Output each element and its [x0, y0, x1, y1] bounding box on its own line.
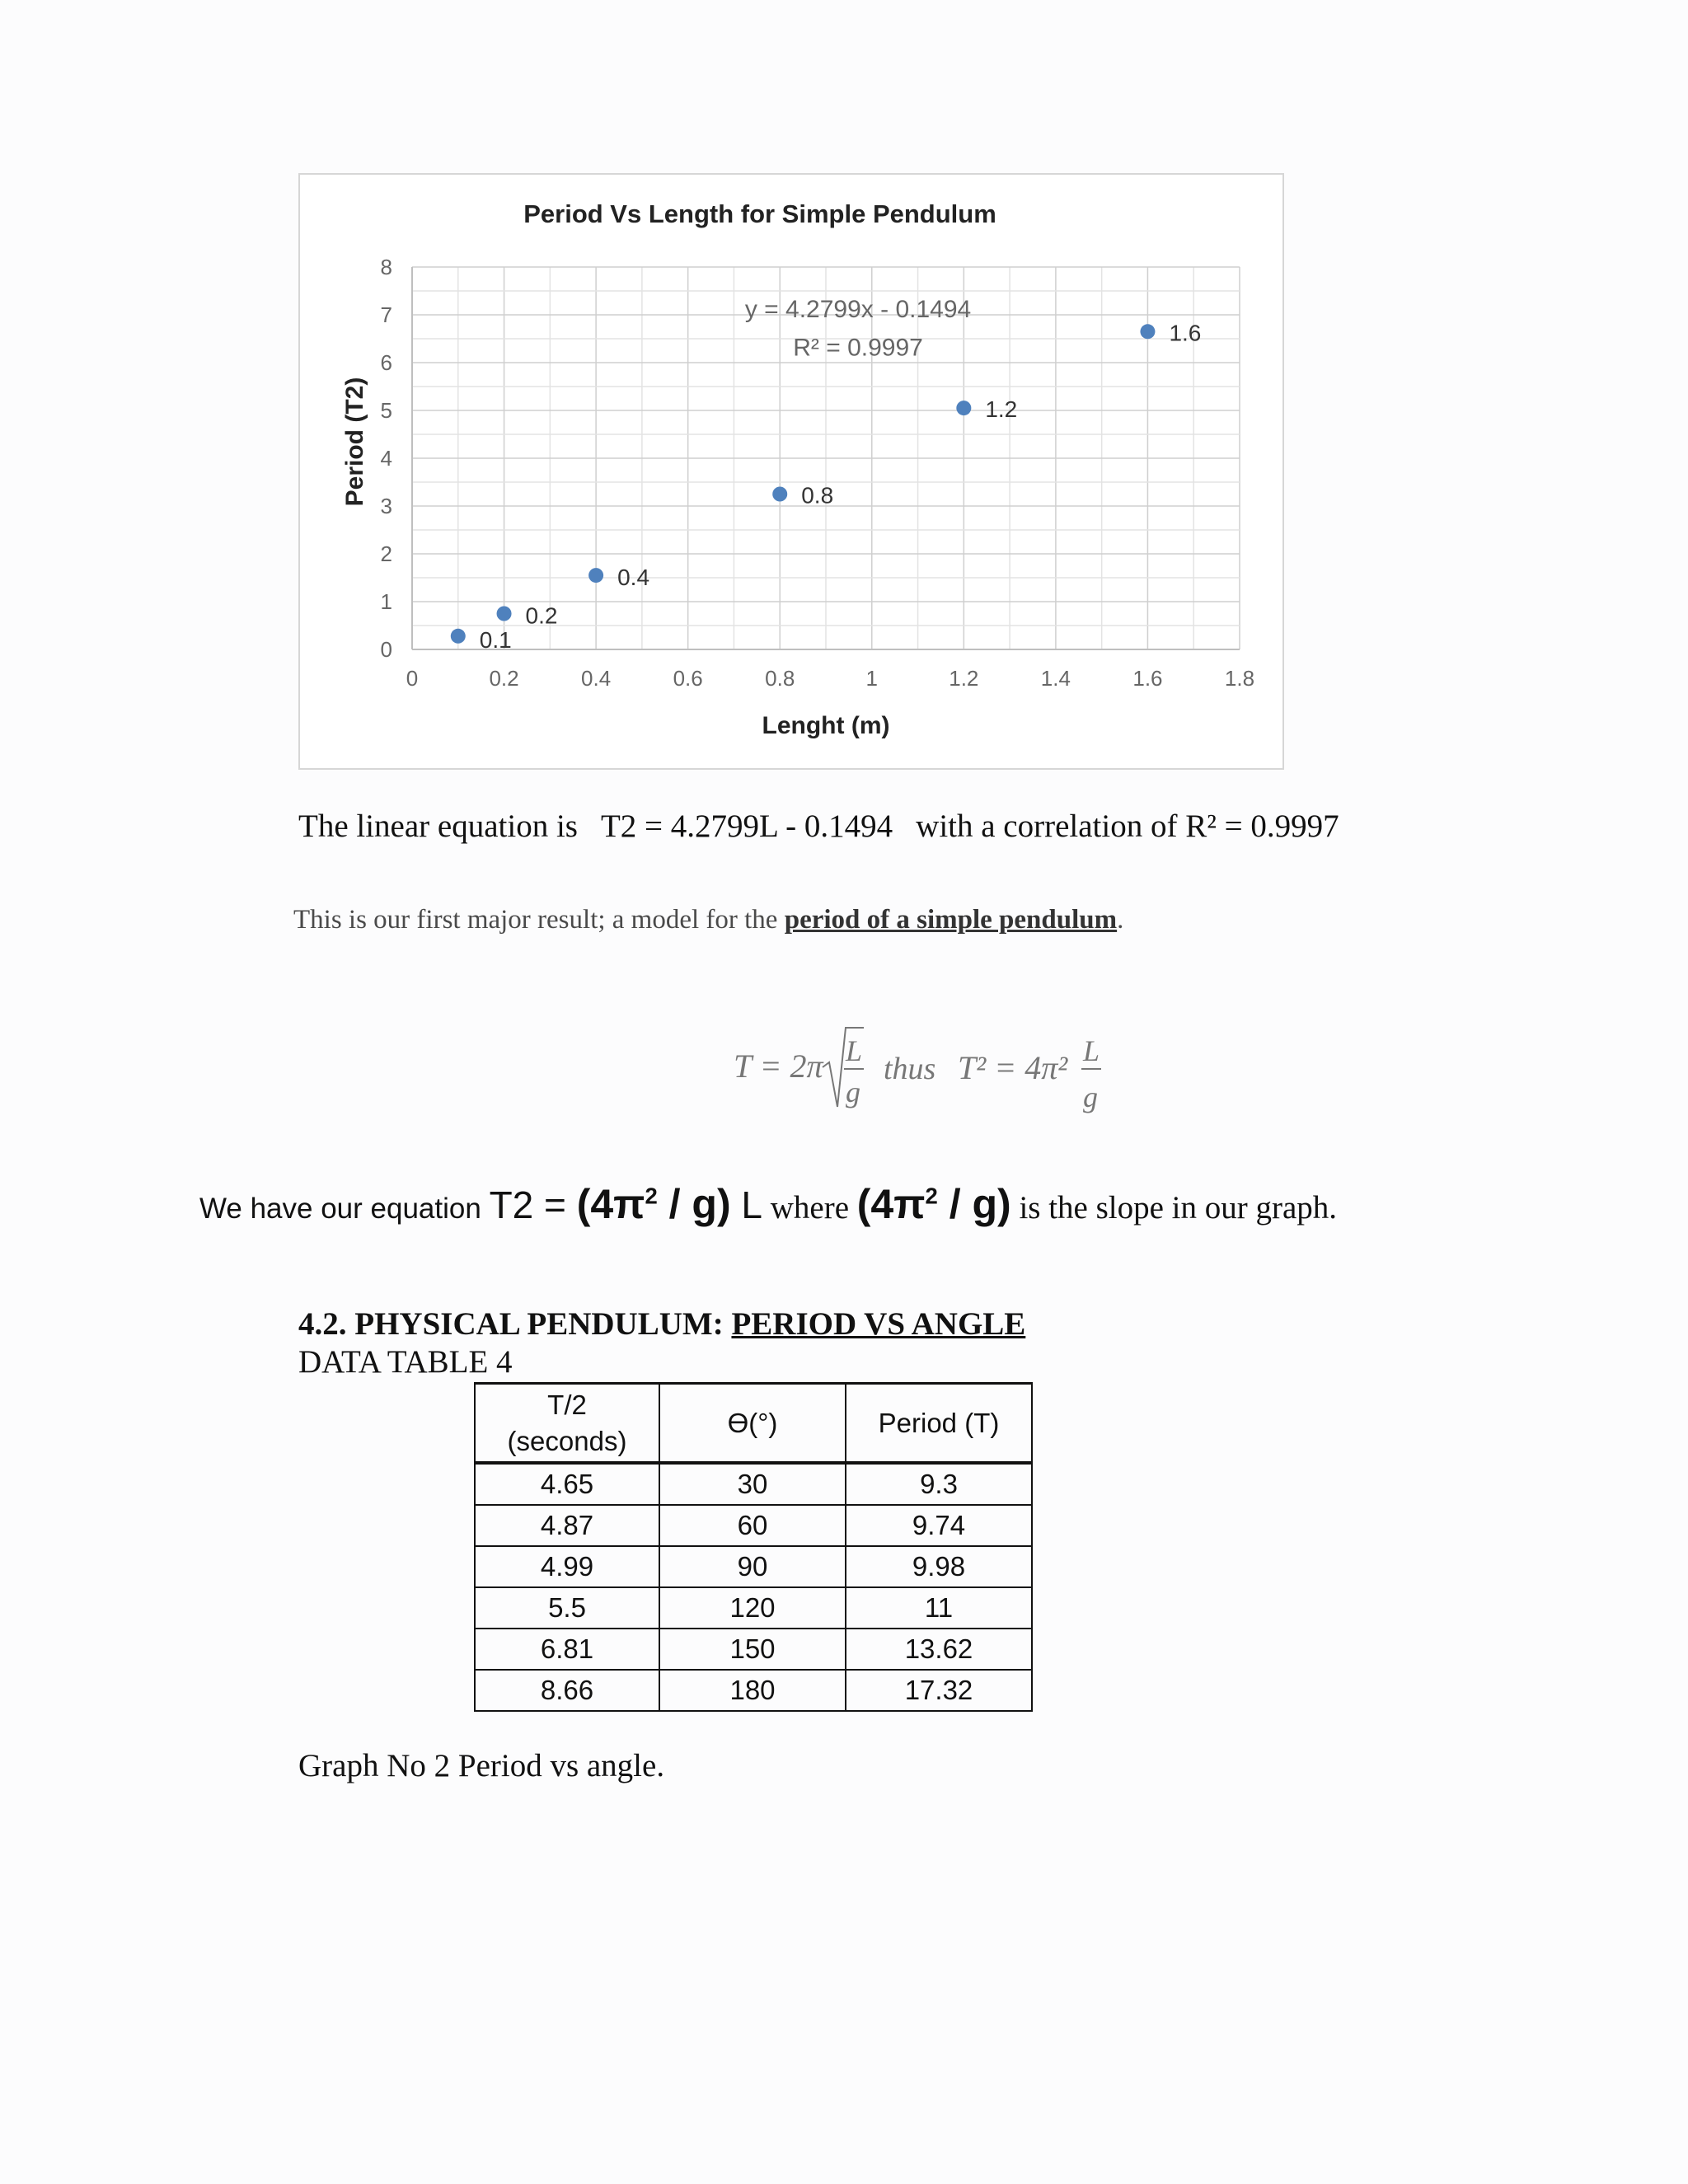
x-tick-label: 0.4	[581, 666, 612, 691]
table-row	[475, 1505, 1032, 1546]
x-tick-label: 1.8	[1224, 666, 1255, 691]
eq-lead: We have our equation	[199, 1193, 481, 1225]
linear-correlation: with a correlation of R² = 0.9997	[916, 808, 1339, 844]
pendulum-formula	[725, 1010, 1121, 1125]
formula-den: g	[846, 1076, 860, 1108]
data-label: 1.2	[985, 396, 1018, 423]
result-end: .	[1117, 905, 1124, 935]
cell-half-period: 4.87	[475, 1505, 659, 1546]
eq-where: where	[762, 1190, 857, 1226]
x-tick-label: 1.6	[1132, 666, 1163, 691]
header-angle: ϴ(°)	[659, 1384, 846, 1464]
x-axis-title: Lenght (m)	[762, 712, 890, 739]
cell-half-period: 4.99	[475, 1546, 659, 1587]
data-point	[497, 607, 512, 621]
formula-rhs: T² = 4π²	[958, 1049, 1068, 1086]
data-point	[588, 568, 603, 583]
table-header-row	[475, 1384, 1032, 1464]
cell-angle: 90	[659, 1546, 846, 1587]
eq-fraction-2: $(4\pi^2 / g)$	[856, 1181, 1011, 1227]
cell-period: 9.74	[846, 1505, 1032, 1546]
result-link[interactable]: period of a simple pendulum	[784, 905, 1118, 935]
cell-half-period: 6.81	[475, 1629, 659, 1670]
x-tick-label: 0.6	[673, 666, 703, 691]
table-row	[475, 1670, 1032, 1711]
x-tick-label: 1.2	[949, 666, 979, 691]
cell-angle: 180	[659, 1670, 846, 1711]
table-row	[475, 1546, 1032, 1587]
eq-t2: T2 =	[489, 1183, 577, 1226]
y-tick-label: 5	[380, 398, 392, 423]
cell-half-period: 8.66	[475, 1670, 659, 1711]
data-point	[451, 629, 466, 644]
x-tick-label: 0	[406, 666, 419, 691]
trendline-r2: R² = 0.9997	[793, 334, 923, 362]
eq-L: L	[730, 1183, 762, 1226]
data-point	[1140, 324, 1155, 339]
equation-sentence	[199, 1180, 1337, 1228]
result-sentence	[293, 905, 1123, 935]
trendline-equation: y = 4.2799x - 0.1494	[744, 295, 972, 323]
y-axis-title: Period (T2)	[341, 377, 368, 507]
formula-lhs: T = 2π	[734, 1047, 823, 1085]
cell-angle: 30	[659, 1463, 846, 1505]
table-row	[475, 1587, 1032, 1629]
scatter-chart	[300, 175, 1286, 771]
x-tick-label: 1.4	[1040, 666, 1071, 691]
cell-angle: 120	[659, 1587, 846, 1629]
chart-title: Period Vs Length for Simple Pendulum	[523, 199, 996, 228]
cell-period: 11	[846, 1587, 1032, 1629]
linear-equation-sentence	[298, 808, 1339, 845]
cell-period: 9.3	[846, 1463, 1032, 1505]
table-row	[475, 1629, 1032, 1670]
cell-period: 9.98	[846, 1546, 1032, 1587]
cell-half-period: 4.65	[475, 1463, 659, 1505]
x-tick-label: 0.2	[489, 666, 519, 691]
cell-angle: 150	[659, 1629, 846, 1670]
data-label: 0.4	[617, 565, 650, 591]
data-point	[772, 487, 787, 502]
y-tick-label: 0	[380, 637, 392, 662]
table-row	[475, 1463, 1032, 1505]
data-label: 0.1	[479, 626, 512, 653]
y-tick-label: 3	[380, 494, 392, 518]
cell-angle: 60	[659, 1505, 846, 1546]
formula-num-2: L	[1083, 1034, 1100, 1067]
header-period: Period (T)	[846, 1384, 1032, 1464]
cell-period: 13.62	[846, 1629, 1032, 1670]
x-tick-label: 0.8	[765, 666, 795, 691]
table-caption: DATA TABLE 4	[298, 1344, 513, 1380]
section-title	[298, 1305, 1025, 1343]
y-tick-label: 7	[380, 302, 392, 327]
data-label: 0.8	[801, 482, 834, 509]
linear-equation: T2 = 4.2799L - 0.1494	[600, 808, 893, 844]
cell-half-period: 5.5	[475, 1587, 659, 1629]
eq-fraction-1: $(4\pi^2 / g)$	[576, 1181, 731, 1227]
y-tick-label: 1	[380, 589, 392, 614]
formula-thus: thus	[884, 1052, 936, 1086]
y-tick-label: 4	[380, 446, 392, 471]
y-tick-label: 8	[380, 255, 392, 279]
eq-tail: is the slope in our graph.	[1010, 1190, 1338, 1226]
chart-container	[298, 173, 1284, 770]
section-topic: PERIOD VS ANGLE	[731, 1306, 1026, 1342]
header-half-period: T/2 (seconds)	[475, 1384, 659, 1464]
y-tick-label: 2	[380, 541, 392, 566]
result-text: This is our first major result; a model for the	[293, 905, 785, 935]
cell-period: 17.32	[846, 1670, 1032, 1711]
formula-den-2: g	[1083, 1080, 1098, 1113]
data-label: 0.2	[525, 602, 558, 629]
y-tick-label: 6	[380, 350, 392, 375]
graph-caption: Graph No 2 Period vs angle.	[298, 1748, 665, 1783]
section-number: 4.2. PHYSICAL PENDULUM:	[298, 1306, 732, 1342]
linear-intro: The linear equation is	[298, 808, 578, 844]
formula-num: L	[846, 1034, 863, 1067]
data-table	[474, 1382, 1033, 1712]
data-label: 1.6	[1169, 320, 1202, 346]
x-tick-label: 1	[865, 666, 879, 691]
data-point	[956, 401, 971, 415]
